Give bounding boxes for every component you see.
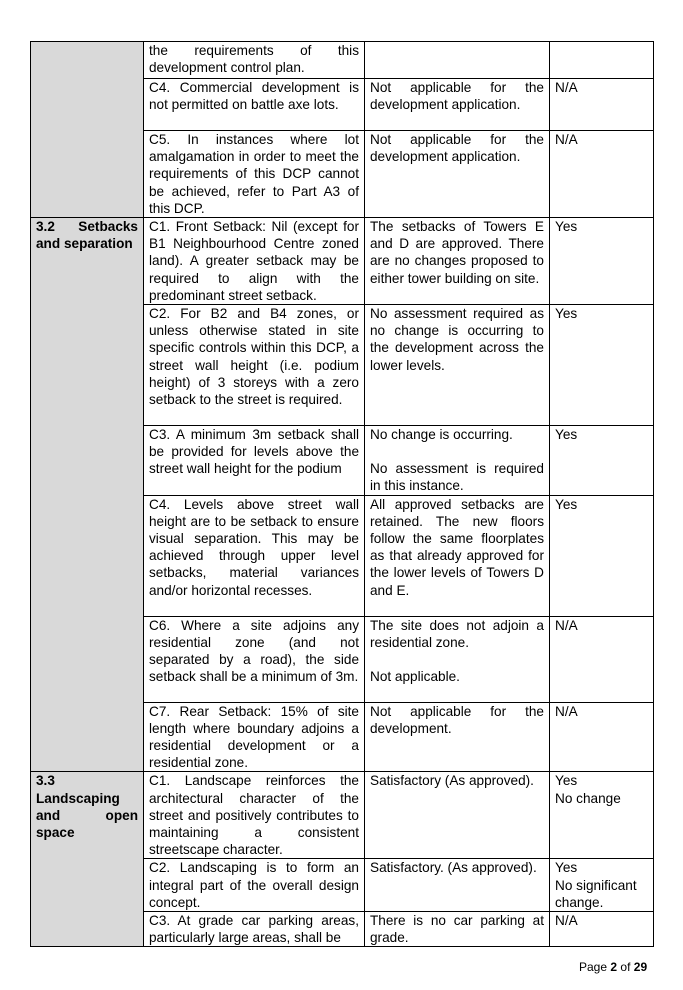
comment-cell: The site does not adjoin a residential zone. Not applicable. — [365, 616, 550, 702]
page-total: 29 — [633, 960, 648, 974]
section-cell: 3.2 Setbacks and separation — [31, 218, 144, 772]
compliance-cell: Yes — [550, 495, 654, 616]
compliance-cell — [550, 42, 654, 79]
control-cell: the requirements of this development control plan. — [144, 42, 365, 79]
comment-cell: Not applicable for the development application. — [365, 131, 550, 218]
compliance-cell: N/A — [550, 79, 654, 131]
control-cell: C4. Commercial development is not permitted on battle axe lots. — [144, 79, 365, 131]
section-cell — [31, 42, 144, 218]
comment-cell: Satisfactory (As approved). — [365, 772, 550, 859]
compliance-cell: Yes — [550, 218, 654, 305]
control-cell: C2. For B2 and B4 zones, or unless otherwise stated in site specific controls within this DCP, a street wall height (i.e. podium height) of 3 storeys with a zero setback to the street is required. — [144, 305, 365, 426]
comment-cell: All approved setbacks are retained. The new floors follow the same floorplates as that already approved for the lower levels of Towers D and E. — [365, 495, 550, 616]
control-cell: C3. At grade car parking areas, particularly large areas, shall be — [144, 912, 365, 947]
comment-cell: Satisfactory. (As approved). — [365, 859, 550, 912]
compliance-cell: N/A — [550, 912, 654, 947]
table-row — [31, 42, 654, 79]
page-footer — [579, 960, 647, 974]
comment-cell: Not applicable for the development. — [365, 702, 550, 772]
control-cell: C4. Levels above street wall height are to be setback to ensure visual separation. This may be achieved through upper level setbacks, material variances and/or horizontal recesses. — [144, 495, 365, 616]
control-cell: C1. Front Setback: Nil (except for B1 Neighbourhood Centre zoned land). A greater setback may be required to align with the predominant street setback. — [144, 218, 365, 305]
page-number: 2 — [610, 960, 618, 974]
page-label: Page — [579, 960, 608, 974]
control-cell: C2. Landscaping is to form an integral part of the overall design concept. — [144, 859, 365, 912]
comment-cell — [365, 42, 550, 79]
control-cell: C5. In instances where lot amalgamation in order to meet the requirements of this DCP cannot be achieved, refer to Part A3 of this DCP. — [144, 131, 365, 218]
compliance-cell: N/A — [550, 702, 654, 772]
control-cell: C6. Where a site adjoins any residential zone (and not separated by a road), the side setback shall be a minimum of 3m. — [144, 616, 365, 702]
compliance-cell: Yes No significant change. — [550, 859, 654, 912]
comment-cell: No assessment required as no change is occurring to the development across the lower levels. — [365, 305, 550, 426]
compliance-cell: Yes No change — [550, 772, 654, 859]
compliance-cell: N/A — [550, 616, 654, 702]
compliance-table — [30, 41, 654, 947]
table-row — [31, 218, 654, 305]
control-cell: C7. Rear Setback: 15% of site length where boundary adjoins a residential development or a residential zone. — [144, 702, 365, 772]
control-cell: C3. A minimum 3m setback shall be provided for levels above the street wall height for the podium — [144, 426, 365, 496]
section-cell: 3.3 Landscaping and open space — [31, 772, 144, 947]
compliance-cell: N/A — [550, 131, 654, 218]
page-of-label: of — [620, 960, 631, 974]
compliance-cell: Yes — [550, 426, 654, 496]
comment-cell: Not applicable for the development application. — [365, 79, 550, 131]
comment-cell: The setbacks of Towers E and D are approved. There are no changes proposed to either tower building on site. — [365, 218, 550, 305]
compliance-cell: Yes — [550, 305, 654, 426]
control-cell: C1. Landscape reinforces the architectural character of the street and positively contributes to maintaining a consistent streetscape character. — [144, 772, 365, 859]
comment-cell: There is no car parking at grade. — [365, 912, 550, 947]
table-row — [31, 772, 654, 859]
comment-cell: No change is occurring. No assessment is required in this instance. — [365, 426, 550, 496]
